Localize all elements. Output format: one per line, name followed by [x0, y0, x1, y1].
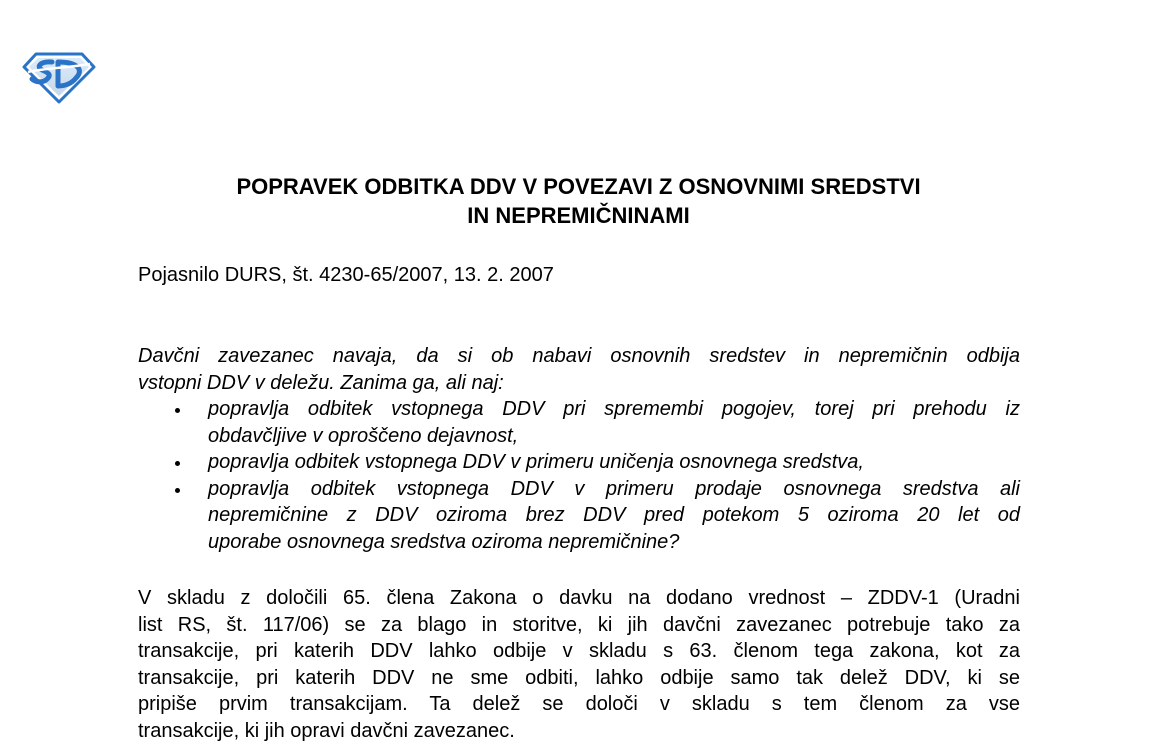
bullet-line: popravlja odbitek vstopnega DDV v primeru prodaje osnovnega sredstva ali — [208, 476, 1020, 503]
answer-line: pripiše prvim transakcijam. Ta delež se določi v skladu s tem členom za vse — [138, 691, 1020, 718]
list-item — [138, 396, 1020, 449]
answer-paragraph — [138, 585, 1020, 744]
bullet-line: uporabe osnovnega sredstva oziroma nepremičnine? — [208, 529, 1020, 556]
list-item — [138, 449, 1020, 476]
question-line: Davčni zavezanec navaja, da si ob nabavi osnovnih sredstev in nepremičnin odbija — [138, 343, 1020, 370]
document-title — [0, 172, 1157, 230]
answer-line: V skladu z določili 65. člena Zakona o davku na dodano vrednost – ZDDV-1 (Uradni — [138, 585, 1020, 612]
answer-line: transakcije, pri katerih DDV lahko odbije v skladu s 63. členom tega zakona, kot za — [138, 638, 1020, 665]
bullet-line: nepremičnine z DDV oziroma brez DDV pred potekom 5 oziroma 20 let od — [208, 502, 1020, 529]
list-item — [138, 476, 1020, 556]
bullet-icon — [175, 488, 180, 493]
bullet-line: popravlja odbitek vstopnega DDV pri spremembi pogojev, torej pri prehodu iz — [208, 396, 1020, 423]
answer-line: list RS, št. 117/06) se za blago in storitve, ki jih davčni zavezanec potrebuje tako za — [138, 612, 1020, 639]
question-line: vstopni DDV v deležu. Zanima ga, ali naj: — [138, 370, 1020, 397]
sd-logo-icon — [22, 50, 96, 104]
question-paragraph — [138, 343, 1020, 555]
source-reference: Pojasnilo DURS, št. 4230-65/2007, 13. 2. 2007 — [138, 263, 554, 287]
bullet-line: popravlja odbitek vstopnega DDV v primeru uničenja osnovnega sredstva, — [208, 449, 1020, 476]
answer-line: transakcije, pri katerih DDV ne sme odbiti, lahko odbije samo tak delež DDV, ki se — [138, 665, 1020, 692]
title-line-1: POPRAVEK ODBITKA DDV V POVEZAVI Z OSNOVNIMI SREDSTVI — [0, 172, 1157, 201]
bullet-icon — [175, 461, 180, 466]
bullet-icon — [175, 408, 180, 413]
question-bullet-list — [138, 396, 1020, 555]
sd-logo — [22, 50, 96, 104]
answer-line: transakcije, ki jih opravi davčni zavezanec. — [138, 718, 1020, 744]
bullet-line: obdavčljive v oproščeno dejavnost, — [208, 423, 1020, 450]
title-line-2: IN NEPREMIČNINAMI — [0, 201, 1157, 230]
